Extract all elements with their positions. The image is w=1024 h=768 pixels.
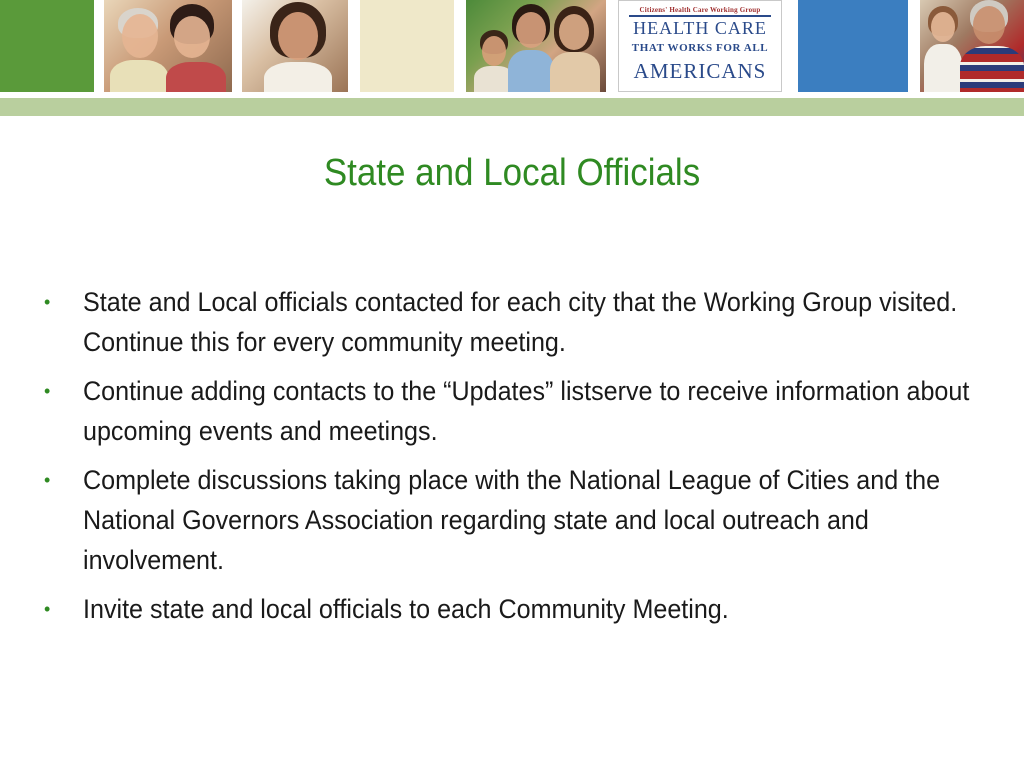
bullet-dot-icon: • [44, 470, 51, 490]
header-stripe [0, 98, 1024, 116]
photo-older-couple [104, 0, 232, 92]
bullet-item [44, 371, 984, 451]
bullet-dot-icon: • [44, 292, 51, 312]
slide-title: State and Local Officials [323, 152, 701, 194]
photo-children [466, 0, 606, 92]
health-care-logo [618, 0, 782, 92]
bullet-dot-icon: • [44, 381, 51, 401]
header-banner [0, 0, 1024, 96]
bullet-text: Continue adding contacts to the “Updates” listserve to receive information about upcoming events and meetings. [83, 376, 970, 446]
logo-rule [629, 15, 771, 17]
bullet-item [44, 282, 984, 362]
blue-color-tile [798, 0, 908, 92]
logo-line-1: HEALTH CARE [633, 18, 767, 38]
bullet-text: Complete discussions taking place with the National League of Cities and the National Governors Association regarding state and local outreach and involvement. [83, 465, 941, 575]
logo-tagline: Citizens' Health Care Working Group [639, 6, 761, 14]
photo-grandfather-child [920, 0, 1024, 92]
logo-line-3: AMERICANS [633, 59, 767, 83]
logo-line-2: THAT WORKS FOR ALL [631, 42, 769, 54]
bullet-list [44, 282, 984, 638]
cream-color-tile [360, 0, 454, 92]
bullet-dot-icon: • [44, 599, 51, 619]
bullet-item [44, 460, 984, 580]
green-color-tile [0, 0, 94, 92]
bullet-text: State and Local officials contacted for each city that the Working Group visited. Continue this for every community meeting. [83, 287, 958, 357]
photo-smiling-woman [242, 0, 348, 92]
bullet-text: Invite state and local officials to each Community Meeting. [83, 594, 729, 624]
bullet-item [44, 589, 984, 629]
